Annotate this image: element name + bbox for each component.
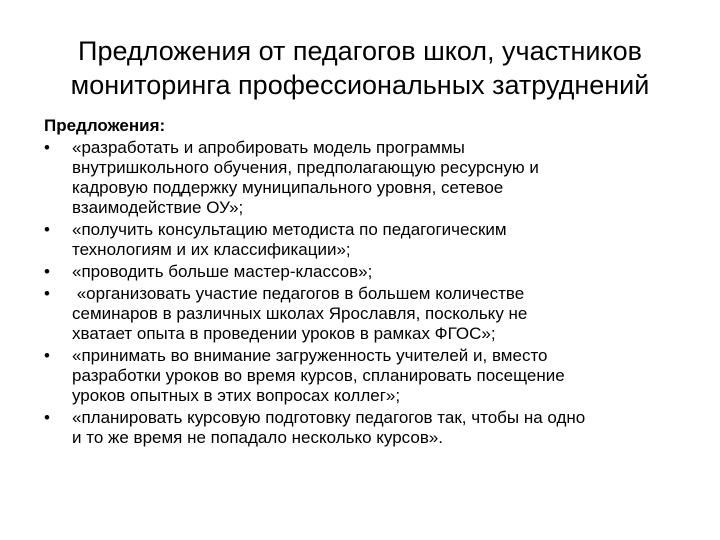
bullet-icon: • (44, 262, 50, 281)
list-item-line: технологиям и их классификации»; (72, 240, 351, 259)
bullet-icon: • (44, 220, 50, 239)
bullet-icon: • (44, 346, 50, 365)
bullet-icon: • (44, 408, 50, 427)
list-item (44, 284, 684, 344)
list-item (44, 408, 684, 448)
list-item-line: «проводить больше мастер-классов»; (72, 262, 373, 281)
bullet-icon: • (44, 138, 50, 157)
list-item (44, 346, 684, 406)
slide-body (44, 116, 684, 450)
list-item (44, 138, 684, 218)
bullet-icon: • (44, 284, 50, 303)
slide-title (30, 34, 690, 102)
proposals-heading: Предложения: (44, 116, 166, 135)
list-item-line: семинаров в различных школах Ярославля, поскольку не (72, 304, 528, 323)
list-item-line: «разработать и апробировать модель программы (72, 138, 465, 157)
list-item (44, 220, 684, 260)
list-item-line: разработки уроков во время курсов, спланировать посещение (72, 366, 565, 385)
list-item-line: «получить консультацию методиста по педагогическим (72, 220, 507, 239)
list-item-line: уроков опытных в этих вопросах коллег»; (72, 386, 401, 405)
list-item (44, 262, 684, 282)
list-item-line: и то же время не попадало несколько курсов». (72, 428, 444, 447)
list-item-line: внутришкольного обучения, предполагающую ресурсную и (72, 158, 539, 177)
list-item-line: «принимать во внимание загруженность учителей и, вместо (72, 346, 548, 365)
proposals-list (44, 138, 684, 448)
title-line-1: Предложения от педагогов школ, участников (78, 36, 642, 67)
title-line-2: мониторинга профессиональных затруднений (70, 70, 650, 101)
list-item-line: хватает опыта в проведении уроков в рамках ФГОС»; (72, 324, 496, 343)
list-item-line: кадровую поддержку муниципального уровня, сетевое (72, 178, 504, 197)
list-item-line: «планировать курсовую подготовку педагогов так, чтобы на одно (72, 408, 586, 427)
list-item-line: «организовать участие педагогов в большем количестве (72, 284, 525, 303)
list-item-line: взаимодействие ОУ»; (72, 198, 244, 217)
